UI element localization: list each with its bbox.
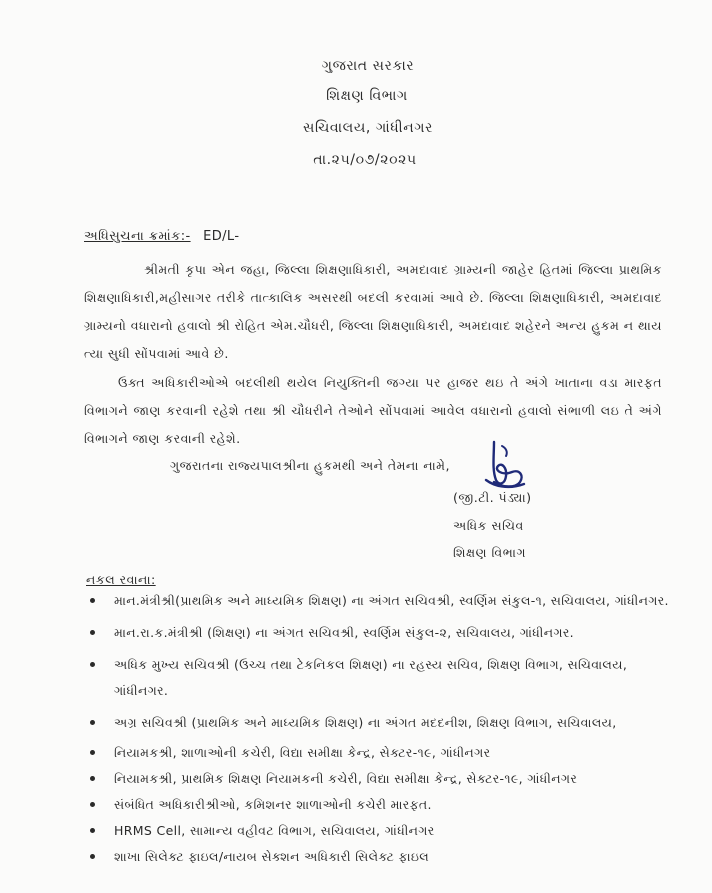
copies-item: [84, 588, 676, 614]
copies-item: [84, 620, 676, 646]
bullet-icon: [90, 630, 95, 635]
body-paragraph-2: ઉક્ત અધિકારીઓએ બદલીથી થયેલ નિયુક્તિની જગ્યા પર હાજર થઇ તે અંગે ખાતાના વડા મારફત વિભાગને જાણ કરવાની રહેશે તથા શ્રી ચૌધરીને તેઓને સોંપવામાં આવેલ વધારાનો હવાલો સંભાળી લઇ તે અંગે વિભાગને જાણ કરવાની રહેશે.: [84, 375, 662, 446]
bullet-icon: [90, 750, 95, 755]
body-paragraph-3: ગુજરાતના રાજ્યપાલશ્રીના હુકમથી અને તેમના નામે,: [170, 458, 450, 473]
header-location: સચિવાલય, ગાંધીનગર: [303, 120, 433, 136]
bullet-icon: [90, 662, 95, 667]
signatory-title: અધિક સચિવ: [453, 518, 524, 533]
copies-item: [84, 740, 676, 766]
copies-list: [84, 588, 676, 870]
copies-heading: નકલ રવાના:: [86, 572, 156, 587]
header-government: ગુજરાત સરકાર: [321, 58, 415, 74]
notification-number: ED/L-: [203, 229, 240, 244]
bullet-icon: [90, 854, 95, 859]
notification-line: [84, 229, 239, 244]
header-department: શિક્ષણ વિભાગ: [326, 88, 408, 104]
copies-item-text: HRMS Cell, સામાન્ય વહીવટ વિભાગ, સચિવાલય, ગાંધીનગર: [114, 823, 435, 838]
signature-image: [472, 436, 542, 498]
signatory-name: (જી.ટી. પંડ્યા): [453, 490, 532, 505]
bullet-icon: [90, 720, 95, 725]
copies-item: [84, 710, 676, 736]
copies-item-text: અગ્ર સચિવશ્રી (પ્રાથમિક અને માધ્યમિક શિક્ષણ) ના અંગત મદદનીશ, શિક્ષણ વિભાગ, સચિવાલય,: [114, 715, 617, 730]
copies-item-text: અધિક મુખ્ય સચિવશ્રી (ઉચ્ચ તથા ટેકનિકલ શિક્ષણ) ના રહસ્ય સચિવ, શિક્ષણ વિભાગ, સચિવાલય, ગાંધીનગર.: [114, 657, 628, 698]
signatory-department: શિક્ષણ વિભાગ: [453, 545, 527, 560]
body-paragraph-1: શ્રીમતી કૃપા એન જહા, જિલ્લા શિક્ષણાધિકારી, અમદાવાદ ગ્રામ્યની જાહેર હિતમાં જિલ્લા પ્રાથમિક શિક્ષણાધિકારી,મહીસાગર તરીકે તાત્કાલિક અસરથી બદલી કરવામાં આવે છે. જિલ્લા શિક્ષણાધિકારી, અમદાવાદ ગ્રામ્યનો વધારાનો હવાલો શ્રી રોહિત એમ.ચૌધરી, જિલ્લા શિક્ષણાધિકારી, અમદાવાદ શહેરને અન્ય હુકમ ન થાય ત્યા સુધી સોંપવામાં આવે છે.: [84, 262, 662, 361]
copies-item-text: નિયામકશ્રી, શાળાઓની કચેરી, વિદ્યા સમીક્ષા કેન્દ્ર, સેક્ટર-૧૯, ગાંધીનગર: [114, 745, 491, 760]
copies-item: [84, 792, 676, 818]
copies-item-text: સંબંધિત અધિકારીશ્રીઓ, કમિશનર શાળાઓની કચેરી મારફત.: [114, 797, 432, 812]
bullet-icon: [90, 802, 95, 807]
copies-item-text: નિયામકશ્રી, પ્રાથમિક શિક્ષણ નિયામકની કચેરી, વિદ્યા સમીક્ષા કેન્દ્ર, સેક્ટર-૧૯, ગાંધીનગર: [114, 771, 578, 786]
copies-item-text: શાખા સિલેક્ટ ફાઇલ/નાયબ સેક્શન અધિકારી સિલેક્ટ ફાઇલ: [114, 849, 430, 864]
bullet-icon: [90, 776, 95, 781]
bullet-icon: [90, 828, 95, 833]
notification-label: અધિસુચના ક્રમાંક:-: [84, 229, 191, 244]
copies-item: [84, 844, 676, 870]
header-date: તા.૨૫/૦૭/૨૦૨૫: [313, 152, 417, 168]
copies-item-text: માન.મંત્રીશ્રી(પ્રાથમિક અને માધ્યમિક શિક્ષણ) ના અંગત સચિવશ્રી, સ્વર્ણિમ સંકુલ-૧, સચિવાલય, ગાંધીનગર.: [114, 593, 669, 608]
copies-item: [84, 818, 676, 844]
copies-item: [84, 652, 676, 704]
copies-item: [84, 766, 676, 792]
bullet-icon: [90, 598, 95, 603]
copies-item-text: માન.રા.ક.મંત્રીશ્રી (શિક્ષણ) ના અંગત સચિવશ્રી, સ્વર્ણિમ સંકુલ-૨, સચિવાલય, ગાંધીનગર.: [114, 625, 574, 640]
